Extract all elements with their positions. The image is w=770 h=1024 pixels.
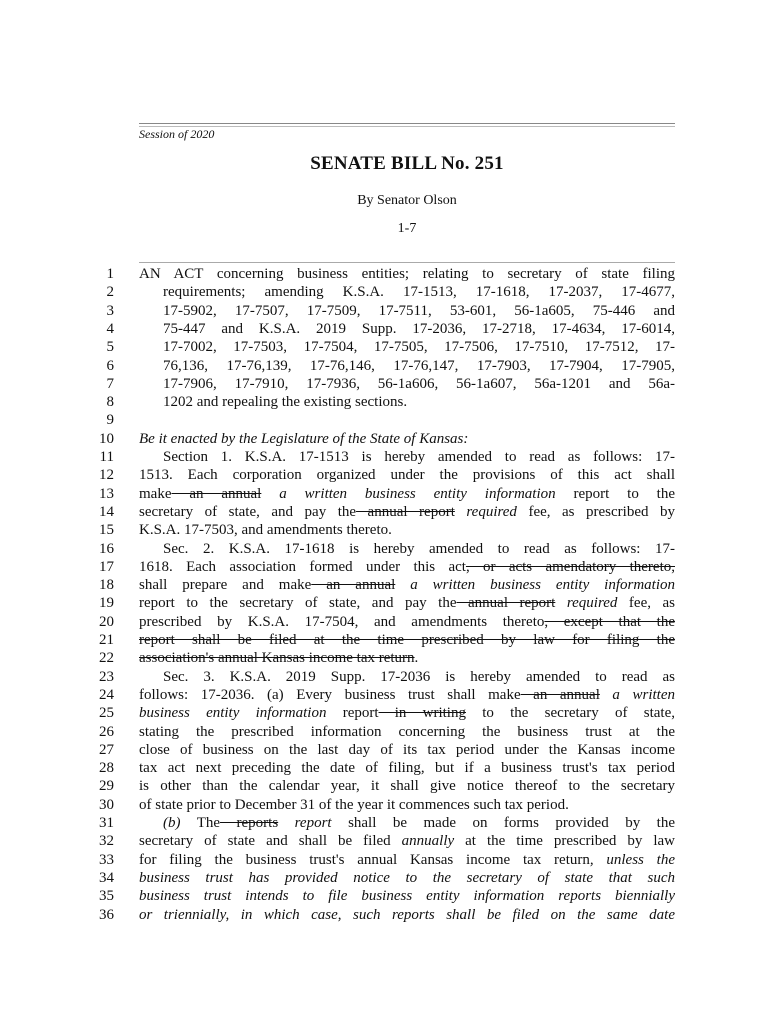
line-number: 8 — [106, 394, 114, 411]
inserted-text: , unless the — [589, 851, 675, 868]
line-number: 18 — [99, 577, 114, 594]
inserted-text: required — [555, 595, 618, 612]
line-text — [163, 393, 675, 411]
text-segment: to the secretary of state, — [465, 705, 675, 722]
inserted-text: report — [278, 815, 332, 831]
session-label: Session of 2020 — [139, 127, 215, 141]
bill-line — [0, 594, 770, 612]
sponsor-line: By Senator Olson — [357, 193, 457, 208]
line-number: 28 — [99, 760, 114, 777]
text-segment: The — [180, 815, 221, 831]
bill-line — [0, 613, 770, 631]
line-text — [139, 430, 675, 448]
line-text — [139, 777, 675, 795]
text-segment: Sec. 2. K.S.A. 17-1618 is hereby amended to read as follows: 17- — [163, 540, 675, 557]
text-segment: 75-447 and K.S.A. 2019 Supp. 17-2036, 17-2718, 17-4634, 17-6014, — [163, 320, 675, 337]
bill-line — [0, 558, 770, 576]
line-number: 10 — [99, 430, 114, 447]
inserted-text: business trust has provided notice to the secretary of state that such — [139, 869, 675, 886]
inserted-text: Be it enacted by the Legislature of the State of Kansas: — [139, 430, 469, 447]
inserted-text: required — [454, 503, 517, 520]
text-segment: tax act next preceding the date of filing, but if a business trust's tax period — [139, 760, 675, 777]
line-number: 6 — [106, 357, 114, 374]
line-number: 25 — [99, 705, 114, 722]
inserted-text: or triennially, in which case, such reports shall be filed on the same date — [139, 906, 675, 923]
text-segment: is other than the calendar year, it shall give notice thereof to the secretary — [139, 778, 675, 795]
line-number: 19 — [99, 595, 114, 612]
line-number: 4 — [106, 320, 114, 337]
line-text — [139, 887, 675, 905]
line-text — [139, 265, 675, 283]
line-text — [163, 338, 675, 356]
line-number: 3 — [106, 302, 114, 319]
text-segment: prescribed by K.S.A. 17-7504, and amendments thereto — [139, 613, 545, 630]
bill-line — [0, 430, 770, 448]
line-number: 29 — [99, 778, 114, 795]
inserted-text: business trust intends to file business entity information reports biennially — [139, 888, 675, 905]
bill-line — [0, 796, 770, 814]
line-number: 11 — [99, 449, 114, 465]
line-text — [139, 668, 675, 686]
bill-line — [0, 668, 770, 686]
body-rule — [139, 262, 675, 263]
bill-line — [0, 832, 770, 850]
line-number: 20 — [99, 613, 114, 630]
text-segment: make — [139, 485, 172, 502]
line-text — [139, 631, 675, 649]
line-text — [163, 320, 675, 338]
header-rule — [139, 123, 675, 124]
struck-text: an annual — [520, 686, 600, 703]
line-number: 5 — [106, 339, 114, 356]
line-text — [139, 613, 675, 631]
struck-text: annual report — [456, 595, 556, 612]
bill-line — [0, 576, 770, 594]
line-text — [139, 906, 675, 924]
inserted-text: a written — [599, 686, 675, 703]
text-segment: secretary of state, and pay the — [139, 503, 357, 520]
text-segment: 1202 and repealing the existing sections. — [163, 394, 408, 411]
bill-line — [0, 338, 770, 356]
text-segment: . — [414, 650, 419, 667]
struck-text: an annual — [171, 485, 262, 502]
text-segment: Sec. 3. K.S.A. 2019 Supp. 17-2036 is hereby amended to read as — [163, 668, 675, 685]
line-text — [139, 723, 675, 741]
line-text — [139, 832, 675, 850]
bill-line — [0, 540, 770, 558]
struck-text: in writing — [378, 705, 466, 722]
bill-line — [0, 814, 770, 832]
text-segment: 1618. Each association formed under this act — [139, 558, 466, 575]
line-number: 13 — [99, 485, 114, 502]
bill-line — [0, 631, 770, 649]
bill-line — [0, 704, 770, 722]
line-number: 9 — [106, 412, 114, 429]
struck-text: , or acts amendatory thereto, — [465, 558, 675, 575]
line-number: 26 — [99, 723, 114, 740]
line-number: 2 — [106, 284, 114, 301]
bill-line — [0, 357, 770, 375]
line-number: 12 — [99, 467, 114, 484]
bill-line — [0, 320, 770, 338]
bill-line — [0, 759, 770, 777]
line-text — [139, 503, 675, 521]
line-number: 7 — [106, 375, 114, 392]
text-segment: requirements; amending K.S.A. 17-1513, 17-1618, 17-2037, 17-4677, — [163, 284, 675, 301]
text-segment: of state prior to December 31 of the year it commences such tax period. — [139, 796, 569, 813]
bill-line — [0, 265, 770, 283]
bill-line — [0, 503, 770, 521]
text-segment: AN ACT concerning business entities; relating to secretary of state filing — [139, 266, 675, 282]
struck-text: an annual — [311, 577, 396, 594]
bill-line — [0, 741, 770, 759]
line-text — [163, 357, 675, 375]
line-text — [139, 649, 675, 667]
line-text — [139, 540, 675, 558]
struck-text: annual report — [356, 503, 455, 520]
line-text — [139, 558, 675, 576]
line-text — [139, 704, 675, 722]
line-text — [139, 759, 675, 777]
bill-line — [0, 375, 770, 393]
line-number: 30 — [99, 796, 114, 813]
text-segment: secretary of state and shall be filed — [139, 833, 402, 850]
bill-line — [0, 649, 770, 667]
bill-date: 1-7 — [397, 221, 417, 236]
inserted-text: business entity information — [139, 705, 327, 722]
line-number: 15 — [99, 522, 114, 539]
text-segment: shall be made on forms provided by the — [331, 815, 675, 831]
line-text — [139, 814, 675, 832]
struck-text: reports — [220, 815, 279, 831]
bill-line — [0, 521, 770, 539]
line-text — [139, 521, 675, 539]
text-segment: Section 1. K.S.A. 17-1513 is hereby amended to read as follows: 17- — [163, 449, 675, 465]
line-number: 27 — [99, 741, 114, 758]
line-number: 36 — [99, 906, 114, 923]
text-segment: close of business on the last day of its tax period under the Kansas income — [139, 741, 675, 758]
line-number: 14 — [99, 503, 114, 520]
line-number: 22 — [99, 650, 114, 667]
text-segment: 17-5902, 17-7507, 17-7509, 17-7511, 53-601, 56-1a605, 75-446 and — [163, 302, 675, 319]
inserted-text: a written business entity information — [261, 485, 556, 502]
line-number: 1 — [106, 266, 114, 282]
line-text — [163, 283, 675, 301]
line-text — [139, 594, 675, 612]
line-number: 17 — [99, 558, 114, 575]
line-number: 16 — [99, 540, 114, 557]
text-segment: report to the secretary of state, and pay the — [139, 595, 457, 612]
text-segment: report to the — [555, 485, 676, 502]
bill-line — [0, 302, 770, 320]
text-segment: stating the prescribed information concerning the business trust at the — [139, 723, 675, 740]
line-text — [139, 686, 675, 704]
text-segment: report — [326, 705, 379, 722]
bill-line — [0, 887, 770, 905]
text-segment: 76,136, 17-76,139, 17-76,146, 17-76,147, 17-7903, 17-7904, 17-7905, — [163, 357, 675, 374]
bill-line — [0, 869, 770, 887]
struck-text: , except that the — [544, 613, 675, 630]
line-number: 24 — [99, 686, 114, 703]
text-segment: at the time prescribed by law — [454, 833, 676, 850]
bill-line — [0, 466, 770, 484]
text-segment: for filing the business trust's annual Kansas income tax return — [139, 851, 590, 868]
bill-line — [0, 777, 770, 795]
line-number: 32 — [99, 833, 114, 850]
bill-line — [0, 283, 770, 301]
bill-line — [0, 485, 770, 503]
bill-line — [0, 411, 770, 429]
text-segment: 17-7906, 17-7910, 17-7936, 56-1a606, 56-1a607, 56a-1201 and 56a- — [163, 375, 675, 392]
bill-line — [0, 393, 770, 411]
bill-line — [0, 686, 770, 704]
line-text — [139, 576, 675, 594]
line-text — [139, 796, 675, 814]
line-number: 34 — [99, 869, 114, 886]
text-segment: 1513. Each corporation organized under the provisions of this act shall — [139, 467, 675, 484]
struck-text: report shall be filed at the time prescribed by law for filing the — [139, 632, 675, 648]
line-text — [139, 485, 675, 503]
line-number: 31 — [99, 815, 114, 831]
inserted-text: annually — [401, 833, 455, 850]
line-number: 23 — [99, 668, 114, 685]
bill-line — [0, 851, 770, 869]
bill-line — [0, 906, 770, 924]
inserted-text: (b) — [163, 815, 181, 831]
line-number: 33 — [99, 851, 114, 868]
line-number: 21 — [99, 632, 114, 648]
struck-text: association's annual Kansas income tax return — [139, 650, 415, 667]
line-text — [139, 466, 675, 484]
line-text — [139, 869, 675, 887]
text-segment: fee, as prescribed by — [516, 503, 675, 520]
text-segment: fee, as — [617, 595, 676, 612]
bill-line — [0, 448, 770, 466]
bill-line — [0, 723, 770, 741]
line-text — [163, 302, 675, 320]
header-rule-secondary — [139, 126, 675, 127]
bill-title: SENATE BILL No. 251 — [310, 153, 504, 174]
line-text — [139, 741, 675, 759]
text-segment: shall prepare and make — [139, 577, 312, 594]
text-segment: K.S.A. 17-7503, and amendments thereto. — [139, 522, 392, 539]
text-segment: 17-7002, 17-7503, 17-7504, 17-7505, 17-7506, 17-7510, 17-7512, 17- — [163, 339, 675, 356]
line-text — [139, 448, 675, 466]
line-number: 35 — [99, 888, 114, 905]
line-text — [163, 375, 675, 393]
line-text — [139, 851, 675, 869]
inserted-text: a written business entity information — [395, 577, 676, 594]
text-segment: follows: 17-2036. (a) Every business trust shall make — [139, 686, 521, 703]
